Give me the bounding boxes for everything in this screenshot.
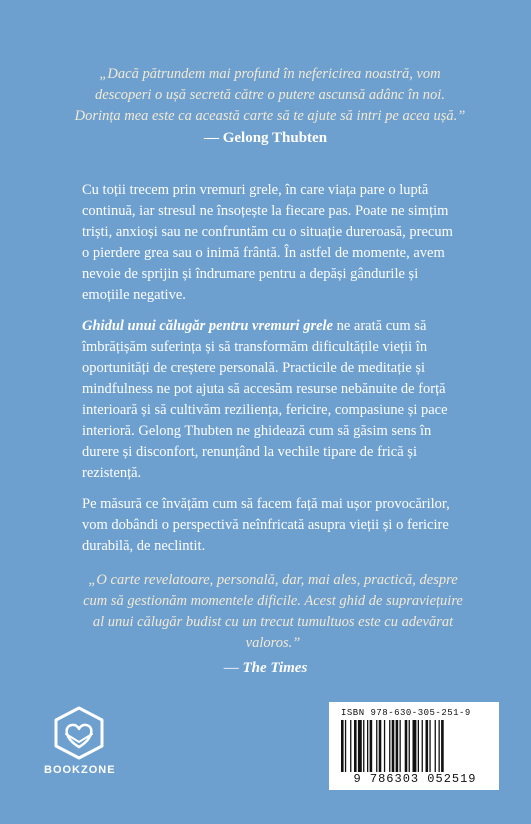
book-heart-icon (44, 700, 114, 790)
top-quote-line: descoperi o ușă secretă către o putere ascunsă adânc în noi. (95, 87, 445, 103)
top-quote-attribution: — Gelong Thubten (203, 130, 328, 146)
blurb (82, 180, 462, 567)
blurb-paragraph-3: Pe măsură ce învățăm cum să facem față mai ușor provocărilor, vom dobândi o perspectivă neînfricată asupra vieții și o fericire durabilă, de neclintit. (82, 496, 450, 554)
review-dash: — (223, 660, 243, 676)
blurb-paragraph-2 (82, 316, 462, 484)
top-quote-line: „Dacă pătrundem mai profund în nefericirea noastră, vom (99, 66, 441, 82)
barcode (329, 702, 499, 790)
isbn-label: ISBN 978-630-305-251-9 (341, 708, 471, 718)
review-quote: „O carte revelatoare, personală, dar, mai ales, practică, despre cum să gestionăm momentele dificile. Acest ghid de supraviețuire al unui călugăr budist cu un trecut tumultuos este cu adevărat valoros.” (83, 572, 463, 651)
barcode-bars (341, 720, 489, 772)
blurb-paragraph-1: Cu toții trecem prin vremuri grele, în care viața pare o luptă continuă, iar stresul ne însoțește la fiecare pas. Poate ne simțim triști, anxioși sau ne confruntăm cu o situație dureroasă, precum o pierdere grea sau o inimă frântă. În astfel de momente, avem nevoie de sprijin și îndrumare pentru a depăși gândurile și emoțiile negative. (82, 182, 453, 303)
barcode-digits: 9 786303 052519 (353, 772, 477, 786)
top-quote (60, 64, 480, 127)
review-source: The Times (242, 660, 308, 676)
review-attribution (0, 660, 531, 677)
top-quote-line: Dorința mea este ca această carte să te ajute să intri pe acea ușă.” (74, 108, 466, 124)
blurb-paragraph-2-text: ne arată cum să îmbrățișăm suferința și să transformăm dificultățile vieții în oportunități de creștere personală. Practicile de meditație și mindfulness ne pot ajuta să accesăm resurse nebănuite de forță interioară și să cultivăm reziliența, fericire, compasiune și pace interioră. Gelong Thubten ne ghidează cum să găsim sens în durere și disconfort, renunțând la vechile tipare de frică și rezistență. (82, 318, 448, 481)
book-title: Ghidul unui călugăr pentru vremuri grele (82, 318, 333, 334)
publisher-name: BOOKZONE (44, 764, 116, 776)
